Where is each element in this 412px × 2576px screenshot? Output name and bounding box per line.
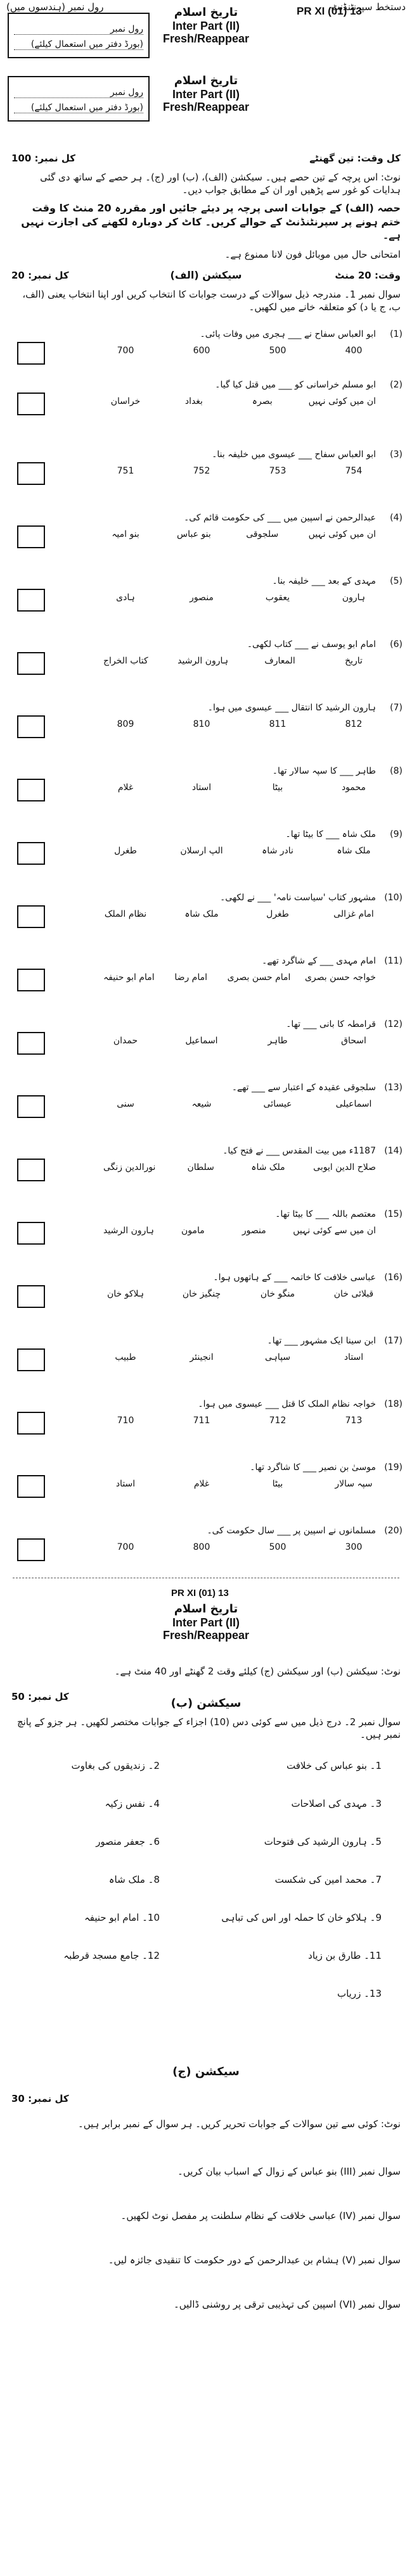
question-12-options xyxy=(103,1036,376,1046)
roll-hint-second: (بورڈ دفتر میں استعمال کیلئے) xyxy=(14,103,143,113)
section-c-title: سیکشن (ج) xyxy=(172,2065,240,2078)
question-1-text: ابو العباس سفاح نے ___ ہجری میں وفات پائی۔ xyxy=(200,329,376,339)
question-6-options xyxy=(103,656,376,667)
question-16-num: (16) xyxy=(384,1272,402,1283)
long-question-6: سوال نمبر (VI) اسپین کی تہذیبی ترقی پر روشنی ڈالیں۔ xyxy=(173,2299,401,2310)
question-11-num: (11) xyxy=(384,956,402,966)
question-19-text: موسیٰ بن نصیر ___ کا شاگرد تھا۔ xyxy=(250,1462,376,1473)
question-18-option-a: 710 xyxy=(117,1416,134,1426)
question-5-option-a: ہادی xyxy=(116,593,135,603)
paper-code-bottom: PR XI (01) 13 xyxy=(171,1588,229,1599)
question-19-num: (19) xyxy=(384,1462,402,1473)
intro-note-1: نوٹ: اس پرچہ کے تین حصے ہیں۔ سیکشن (الف)، (ب) اور (ج)۔ ہر حصے کے ساتھ دی گئی ہدایات کو غور سے پڑھیں اور ان کے مطابق جواب دیں۔ xyxy=(40,172,401,196)
question-9-option-a: طغرل xyxy=(114,846,137,856)
total-time: کل وقت: تین گھنٹے xyxy=(309,153,401,164)
question-3-text: ابو العباس سفاح ___ عیسوی میں خلیفہ بنا۔ xyxy=(212,449,376,460)
question-20-option-d: 300 xyxy=(345,1542,363,1552)
question-1-options xyxy=(103,346,376,356)
question-16-option-a: ہلاکو خان xyxy=(106,1289,145,1299)
question-8-options xyxy=(103,782,376,793)
intro-note-2: حصہ (الف) کے جوابات اسی پرچہ پر دیئے جائیں اور مقررہ 20 منٹ کا وقت ختم ہونے پر سپرنٹنڈنٹ کے حوالے کریں۔ کاٹ کر دوبارہ لکھنے کی اجازت نہیں ہے۔ xyxy=(21,202,401,242)
question-19-answer-box[interactable] xyxy=(17,1475,45,1498)
question-8-option-b: استاد xyxy=(191,782,212,793)
question-4-option-d: ان میں کوئی نہیں xyxy=(308,529,376,539)
question-1-num: (1) xyxy=(390,329,402,339)
question-13-option-b: شیعہ xyxy=(191,1099,212,1109)
question-4-answer-box[interactable] xyxy=(17,525,45,548)
question-1-option-b: 600 xyxy=(193,346,210,356)
question-19-options xyxy=(103,1479,376,1490)
question-11-options xyxy=(103,972,376,983)
question-15-answer-box[interactable] xyxy=(17,1222,45,1245)
question-17-option-b: انجینئر xyxy=(190,1352,214,1362)
question-3-option-c: 753 xyxy=(269,466,286,476)
question-11-answer-box[interactable] xyxy=(17,969,45,991)
superintendent-signature: دستخط سپرنٹنڈنٹ xyxy=(331,1,406,13)
paper-title-bottom xyxy=(114,1603,298,1642)
section-b-title: سیکشن (ب) xyxy=(171,1697,241,1710)
question-13-answer-box[interactable] xyxy=(17,1095,45,1118)
question-3-options xyxy=(103,466,376,477)
question-4-option-b: بنو عباس xyxy=(177,529,211,539)
question-11-option-c: امام حسن بصری xyxy=(227,972,291,983)
title-eng-bottom-1: Inter Part (II) xyxy=(172,1616,240,1629)
question-14-option-c: ملک شاہ xyxy=(251,1162,285,1172)
question-6-option-d: تاریخ xyxy=(345,656,363,666)
question-16-text: عباسی خلافت کا خاتمہ ___ کے ہاتھوں ہوا۔ xyxy=(213,1272,376,1283)
question-4-option-a: بنو امیہ xyxy=(112,529,139,539)
question-1-option-d: 400 xyxy=(345,346,363,356)
question-6-option-a: کتاب الخراج xyxy=(103,656,148,666)
question-10-answer-box[interactable] xyxy=(17,905,45,928)
question-6-option-b: ہارون الرشید xyxy=(177,656,229,666)
question-4-num: (4) xyxy=(390,513,402,523)
question-19-option-b: غلام xyxy=(193,1479,210,1489)
short-question-row-1 xyxy=(27,1760,382,1771)
section-a-instruction: سوال نمبر 1۔ مندرجہ ذیل سوالات کے درست جوابات کا انتخاب کریں اور اپنا انتخاب یعنی (الف، ب، ج یا د) کو متعلقہ خانے میں لکھیں۔ xyxy=(22,289,401,313)
question-14-options xyxy=(103,1162,376,1173)
question-17-option-a: طبیب xyxy=(115,1352,136,1362)
question-4-option-c: سلجوقی xyxy=(246,529,279,539)
total-marks: کل نمبر: 100 xyxy=(11,153,76,164)
question-17-option-c: سپاہی xyxy=(264,1352,291,1362)
question-20-option-a: 700 xyxy=(117,1542,134,1552)
short-question-row-2 xyxy=(27,1798,382,1809)
question-15-option-a: ہارون الرشید xyxy=(103,1226,154,1236)
intro-note-3: امتحانی حال میں موبائل فون لانا ممنوع ہے۔ xyxy=(224,249,401,260)
question-1-answer-box[interactable] xyxy=(17,342,45,365)
question-2-option-a: خراسان xyxy=(110,396,141,406)
question-10-option-a: نظام الملک xyxy=(104,909,147,919)
short-question-10: 10۔ امام ابو حنیفہ xyxy=(84,1912,160,1923)
roll-number-label: رول نمبر (ہندسوں میں) xyxy=(6,1,104,13)
question-4-options xyxy=(103,529,376,540)
question-19-option-a: استاد xyxy=(115,1479,136,1489)
question-7-option-b: 810 xyxy=(193,719,210,729)
title-urdu-second: تاریخ اسلام xyxy=(174,74,238,87)
question-11-text: امام مہدی ___ کے شاگرد تھے۔ xyxy=(262,956,376,966)
question-13-options xyxy=(103,1099,376,1110)
question-9-text: ملک شاہ ___ کا بیٹا تھا۔ xyxy=(285,829,376,839)
short-question-row-5 xyxy=(27,1912,382,1923)
question-7-option-c: 811 xyxy=(269,719,286,729)
roll-label-second: رول نمبر xyxy=(14,87,143,98)
question-4-text: عبدالرحمن نے اسپین میں ___ کی حکومت قائم کی۔ xyxy=(184,513,376,523)
question-15-option-d: ان میں سے کوئی نہیں xyxy=(293,1226,376,1236)
question-18-option-c: 712 xyxy=(269,1416,286,1426)
question-14-answer-box[interactable] xyxy=(17,1159,45,1181)
question-9-option-b: الپ ارسلان xyxy=(180,846,223,856)
section-a-time: وقت: 20 منٹ xyxy=(335,270,401,281)
question-2-instruction: سوال نمبر 2۔ درج ذیل میں سے کوئی دس (10) اجزاء کے جوابات مختصر لکھیں۔ ہر جزو کے پانچ نمبر ہیں۔ xyxy=(16,1716,401,1741)
question-5-option-c: یعقوب xyxy=(265,593,290,603)
question-10-option-b: ملک شاہ xyxy=(184,909,219,919)
question-8-option-a: غلام xyxy=(117,782,134,793)
short-question-7: 7۔ محمد امین کی شکست xyxy=(274,1874,382,1885)
question-5-num: (5) xyxy=(390,576,402,586)
question-5-options xyxy=(103,593,376,603)
question-15-option-b: مامون xyxy=(181,1226,205,1236)
title-eng-second-2: Fresh/Reappear xyxy=(162,101,250,114)
question-8-answer-box[interactable] xyxy=(17,779,45,801)
question-7-text: ہارون الرشید کا انتقال ___ عیسوی میں ہوا۔ xyxy=(207,703,376,713)
question-11-option-b: امام رضا xyxy=(174,972,207,983)
question-6-option-c: المعارف xyxy=(264,656,295,666)
question-2-text: ابو مسلم خراسانی کو ___ میں قتل کیا گیا۔ xyxy=(215,380,376,390)
question-16-option-d: قبلائی خان xyxy=(333,1289,374,1299)
question-20-answer-box[interactable] xyxy=(17,1538,45,1561)
question-8-option-c: بیٹا xyxy=(272,782,283,793)
question-18-num: (18) xyxy=(384,1399,402,1409)
question-20-num: (20) xyxy=(384,1526,402,1536)
question-17-num: (17) xyxy=(384,1336,402,1346)
question-6-text: امام ابو یوسف نے ___ کتاب لکھی۔ xyxy=(247,639,376,650)
question-2-option-d: ان میں کوئی نہیں xyxy=(308,396,376,406)
question-19-option-c: بیٹا xyxy=(272,1479,283,1489)
question-12-answer-box[interactable] xyxy=(17,1032,45,1055)
short-question-5: 5۔ ہارون الرشید کی فتوحات xyxy=(264,1836,382,1847)
long-question-4: سوال نمبر (IV) عباسی خلافت کے نظام سلطنت پر مفصل نوٹ لکھیں۔ xyxy=(120,2210,401,2221)
question-15-options xyxy=(103,1226,376,1236)
question-15-num: (15) xyxy=(384,1209,402,1219)
question-17-options xyxy=(103,1352,376,1363)
question-20-option-c: 500 xyxy=(269,1542,286,1552)
section-b-note: نوٹ: سیکشن (ب) اور سیکشن (ج) کیلئے وقت 2 گھنٹے اور 40 منٹ ہے۔ xyxy=(114,1666,401,1677)
roll-hint: (بورڈ دفتر میں استعمال کیلئے) xyxy=(14,39,143,50)
question-20-text: مسلمانوں نے اسپین پر ___ سال حکومت کی۔ xyxy=(207,1526,376,1536)
question-15-option-c: منصور xyxy=(241,1226,266,1236)
short-question-12: 12۔ جامع مسجد قرطبہ xyxy=(63,1950,160,1961)
paper-title-top xyxy=(114,6,298,46)
question-11-option-a: امام ابو حنیفہ xyxy=(103,972,155,983)
paper-title-second xyxy=(114,75,298,114)
title-eng-top-1: Inter Part (II) xyxy=(172,19,240,32)
question-20-options xyxy=(103,1542,376,1553)
question-12-option-b: اسماعیل xyxy=(185,1036,218,1046)
short-question-row-7 xyxy=(27,1988,382,1999)
question-2-answer-box[interactable] xyxy=(17,393,45,415)
question-19-option-d: سپہ سالار xyxy=(335,1479,373,1489)
short-question-row-3 xyxy=(27,1836,382,1847)
question-8-text: طاہر ___ کا سپہ سالار تھا۔ xyxy=(272,766,376,776)
question-13-num: (13) xyxy=(384,1083,402,1093)
short-question-row-4 xyxy=(27,1874,382,1885)
question-9-num: (9) xyxy=(390,829,402,839)
question-7-options xyxy=(103,719,376,730)
question-9-answer-box[interactable] xyxy=(17,842,45,865)
question-12-option-d: اسحاق xyxy=(341,1036,366,1046)
question-14-option-a: نورالدین زنگی xyxy=(103,1162,156,1172)
question-1-option-a: 700 xyxy=(117,346,134,356)
question-6-num: (6) xyxy=(390,639,402,650)
question-6-answer-box[interactable] xyxy=(17,652,45,675)
watermark xyxy=(0,1071,412,2094)
question-14-num: (14) xyxy=(384,1146,402,1156)
question-12-option-c: طاہر xyxy=(267,1036,288,1046)
title-urdu-bottom: تاریخ اسلام xyxy=(174,1602,238,1616)
question-16-option-c: منگو خان xyxy=(260,1289,295,1299)
short-question-4: 4۔ نفس زکیہ xyxy=(105,1798,160,1809)
question-18-option-d: 713 xyxy=(345,1416,363,1426)
question-2-option-b: بغداد xyxy=(184,396,203,406)
question-11-option-d: خواجہ حسن بصری xyxy=(304,972,376,983)
question-10-num: (10) xyxy=(384,893,402,903)
question-5-text: مہدی کے بعد ___ خلیفہ بنا۔ xyxy=(272,576,376,586)
question-5-option-b: منصور xyxy=(190,593,214,603)
question-13-text: سلجوقی عقیدہ کے اعتبار سے ___ تھے۔ xyxy=(231,1083,376,1093)
section-a-marks: کل نمبر: 20 xyxy=(11,270,69,281)
section-c-instruction: نوٹ: کوئی سے تین سوالات کے جوابات تحریر کریں۔ ہر سوال کے نمبر برابر ہیں۔ xyxy=(77,2118,401,2130)
question-17-text: ابن سینا ایک مشہور ___ تھا۔ xyxy=(267,1336,376,1346)
long-question-3: سوال نمبر (III) بنو عباس کے زوال کے اسباب بیان کریں۔ xyxy=(177,2166,401,2177)
question-18-text: خواجہ نظام الملک کا قتل ___ عیسوی میں ہوا۔ xyxy=(198,1399,376,1409)
section-a-title: سیکشن (الف) xyxy=(170,269,242,281)
section-b-marks: کل نمبر: 50 xyxy=(11,1691,69,1702)
short-question-3: 3۔ مہدی کی اصلاحات xyxy=(291,1798,382,1809)
question-12-text: قرامطہ کا بانی ___ تھا۔ xyxy=(286,1019,376,1029)
title-urdu-top: تاریخ اسلام xyxy=(174,6,238,19)
question-7-option-a: 809 xyxy=(117,719,134,729)
question-3-option-b: 752 xyxy=(193,466,210,476)
long-question-5: سوال نمبر (V) ہشام بن عبدالرحمن کے دور حکومت کا تنقیدی جائزہ لیں۔ xyxy=(108,2254,401,2266)
question-13-option-c: عیسائی xyxy=(263,1099,292,1109)
short-question-row-6 xyxy=(27,1950,382,1961)
question-3-option-a: 751 xyxy=(117,466,134,476)
question-9-option-c: نادر شاہ xyxy=(262,846,293,856)
question-12-num: (12) xyxy=(384,1019,402,1029)
paper-code-top: PR XI (01) 13 xyxy=(297,5,362,17)
question-7-num: (7) xyxy=(390,703,402,713)
question-16-options xyxy=(103,1289,376,1300)
title-eng-bottom-2: Fresh/Reappear xyxy=(162,1629,250,1642)
question-12-option-a: حمدان xyxy=(113,1036,138,1046)
question-8-option-d: محمود xyxy=(341,782,366,793)
question-10-text: مشہور کتاب 'سیاست نامہ' ___ نے لکھی۔ xyxy=(220,893,376,903)
question-17-answer-box[interactable] xyxy=(17,1348,45,1371)
question-14-option-b: سلطان xyxy=(187,1162,214,1172)
question-7-option-d: 812 xyxy=(345,719,363,729)
question-16-option-b: چنگیز خان xyxy=(182,1289,221,1299)
question-2-num: (2) xyxy=(390,380,402,390)
question-1-option-c: 500 xyxy=(269,346,286,356)
question-18-options xyxy=(103,1416,376,1426)
roll-label: رول نمبر xyxy=(14,24,143,35)
short-question-6: 6۔ جعفر منصور xyxy=(96,1836,160,1847)
question-14-option-d: صلاح الدین ایوبی xyxy=(313,1162,376,1172)
question-3-num: (3) xyxy=(390,449,402,460)
question-15-text: معتصم باللہ ___ کا بیٹا تھا۔ xyxy=(275,1209,376,1219)
question-2-options xyxy=(103,396,376,407)
question-10-options xyxy=(103,909,376,920)
question-8-num: (8) xyxy=(390,766,402,776)
short-question-11: 11۔ طارق بن زیاد xyxy=(308,1950,382,1961)
question-9-option-d: ملک شاہ xyxy=(337,846,371,856)
question-20-option-b: 800 xyxy=(193,1542,210,1552)
question-9-options xyxy=(103,846,376,857)
short-question-14 xyxy=(27,1988,160,1999)
question-10-option-c: طغرل xyxy=(266,909,289,919)
question-5-option-d: ہارون xyxy=(342,593,366,603)
short-question-2: 2۔ زندیقوں کی بغاوت xyxy=(71,1760,160,1771)
question-18-answer-box[interactable] xyxy=(17,1412,45,1435)
short-question-1: 1۔ بنو عباس کی خلافت xyxy=(286,1760,382,1771)
short-question-13: 13۔ زریاب xyxy=(337,1988,382,1999)
question-16-answer-box[interactable] xyxy=(17,1285,45,1308)
short-question-8: 8۔ ملک شاہ xyxy=(108,1874,160,1885)
question-10-option-d: امام غزالی xyxy=(333,909,374,919)
question-13-option-a: سنی xyxy=(117,1099,134,1109)
section-c-marks: کل نمبر: 30 xyxy=(11,2093,69,2104)
title-eng-top-2: Fresh/Reappear xyxy=(162,32,250,46)
question-3-answer-box[interactable] xyxy=(17,462,45,485)
question-2-option-c: بصرہ xyxy=(252,396,273,406)
question-13-option-d: اسماعیلی xyxy=(335,1099,372,1109)
title-eng-second-1: Inter Part (II) xyxy=(172,87,240,101)
question-5-answer-box[interactable] xyxy=(17,589,45,612)
question-7-answer-box[interactable] xyxy=(17,715,45,738)
question-17-option-d: استاد xyxy=(344,1352,364,1362)
question-3-option-d: 754 xyxy=(345,466,363,476)
question-14-text: 1187ء میں بیت المقدس ___ نے فتح کیا۔ xyxy=(222,1146,376,1156)
short-question-9: 9۔ ہلاکو خان کا حملہ اور اس کی تباہی xyxy=(221,1912,382,1923)
question-18-option-b: 711 xyxy=(193,1416,210,1426)
